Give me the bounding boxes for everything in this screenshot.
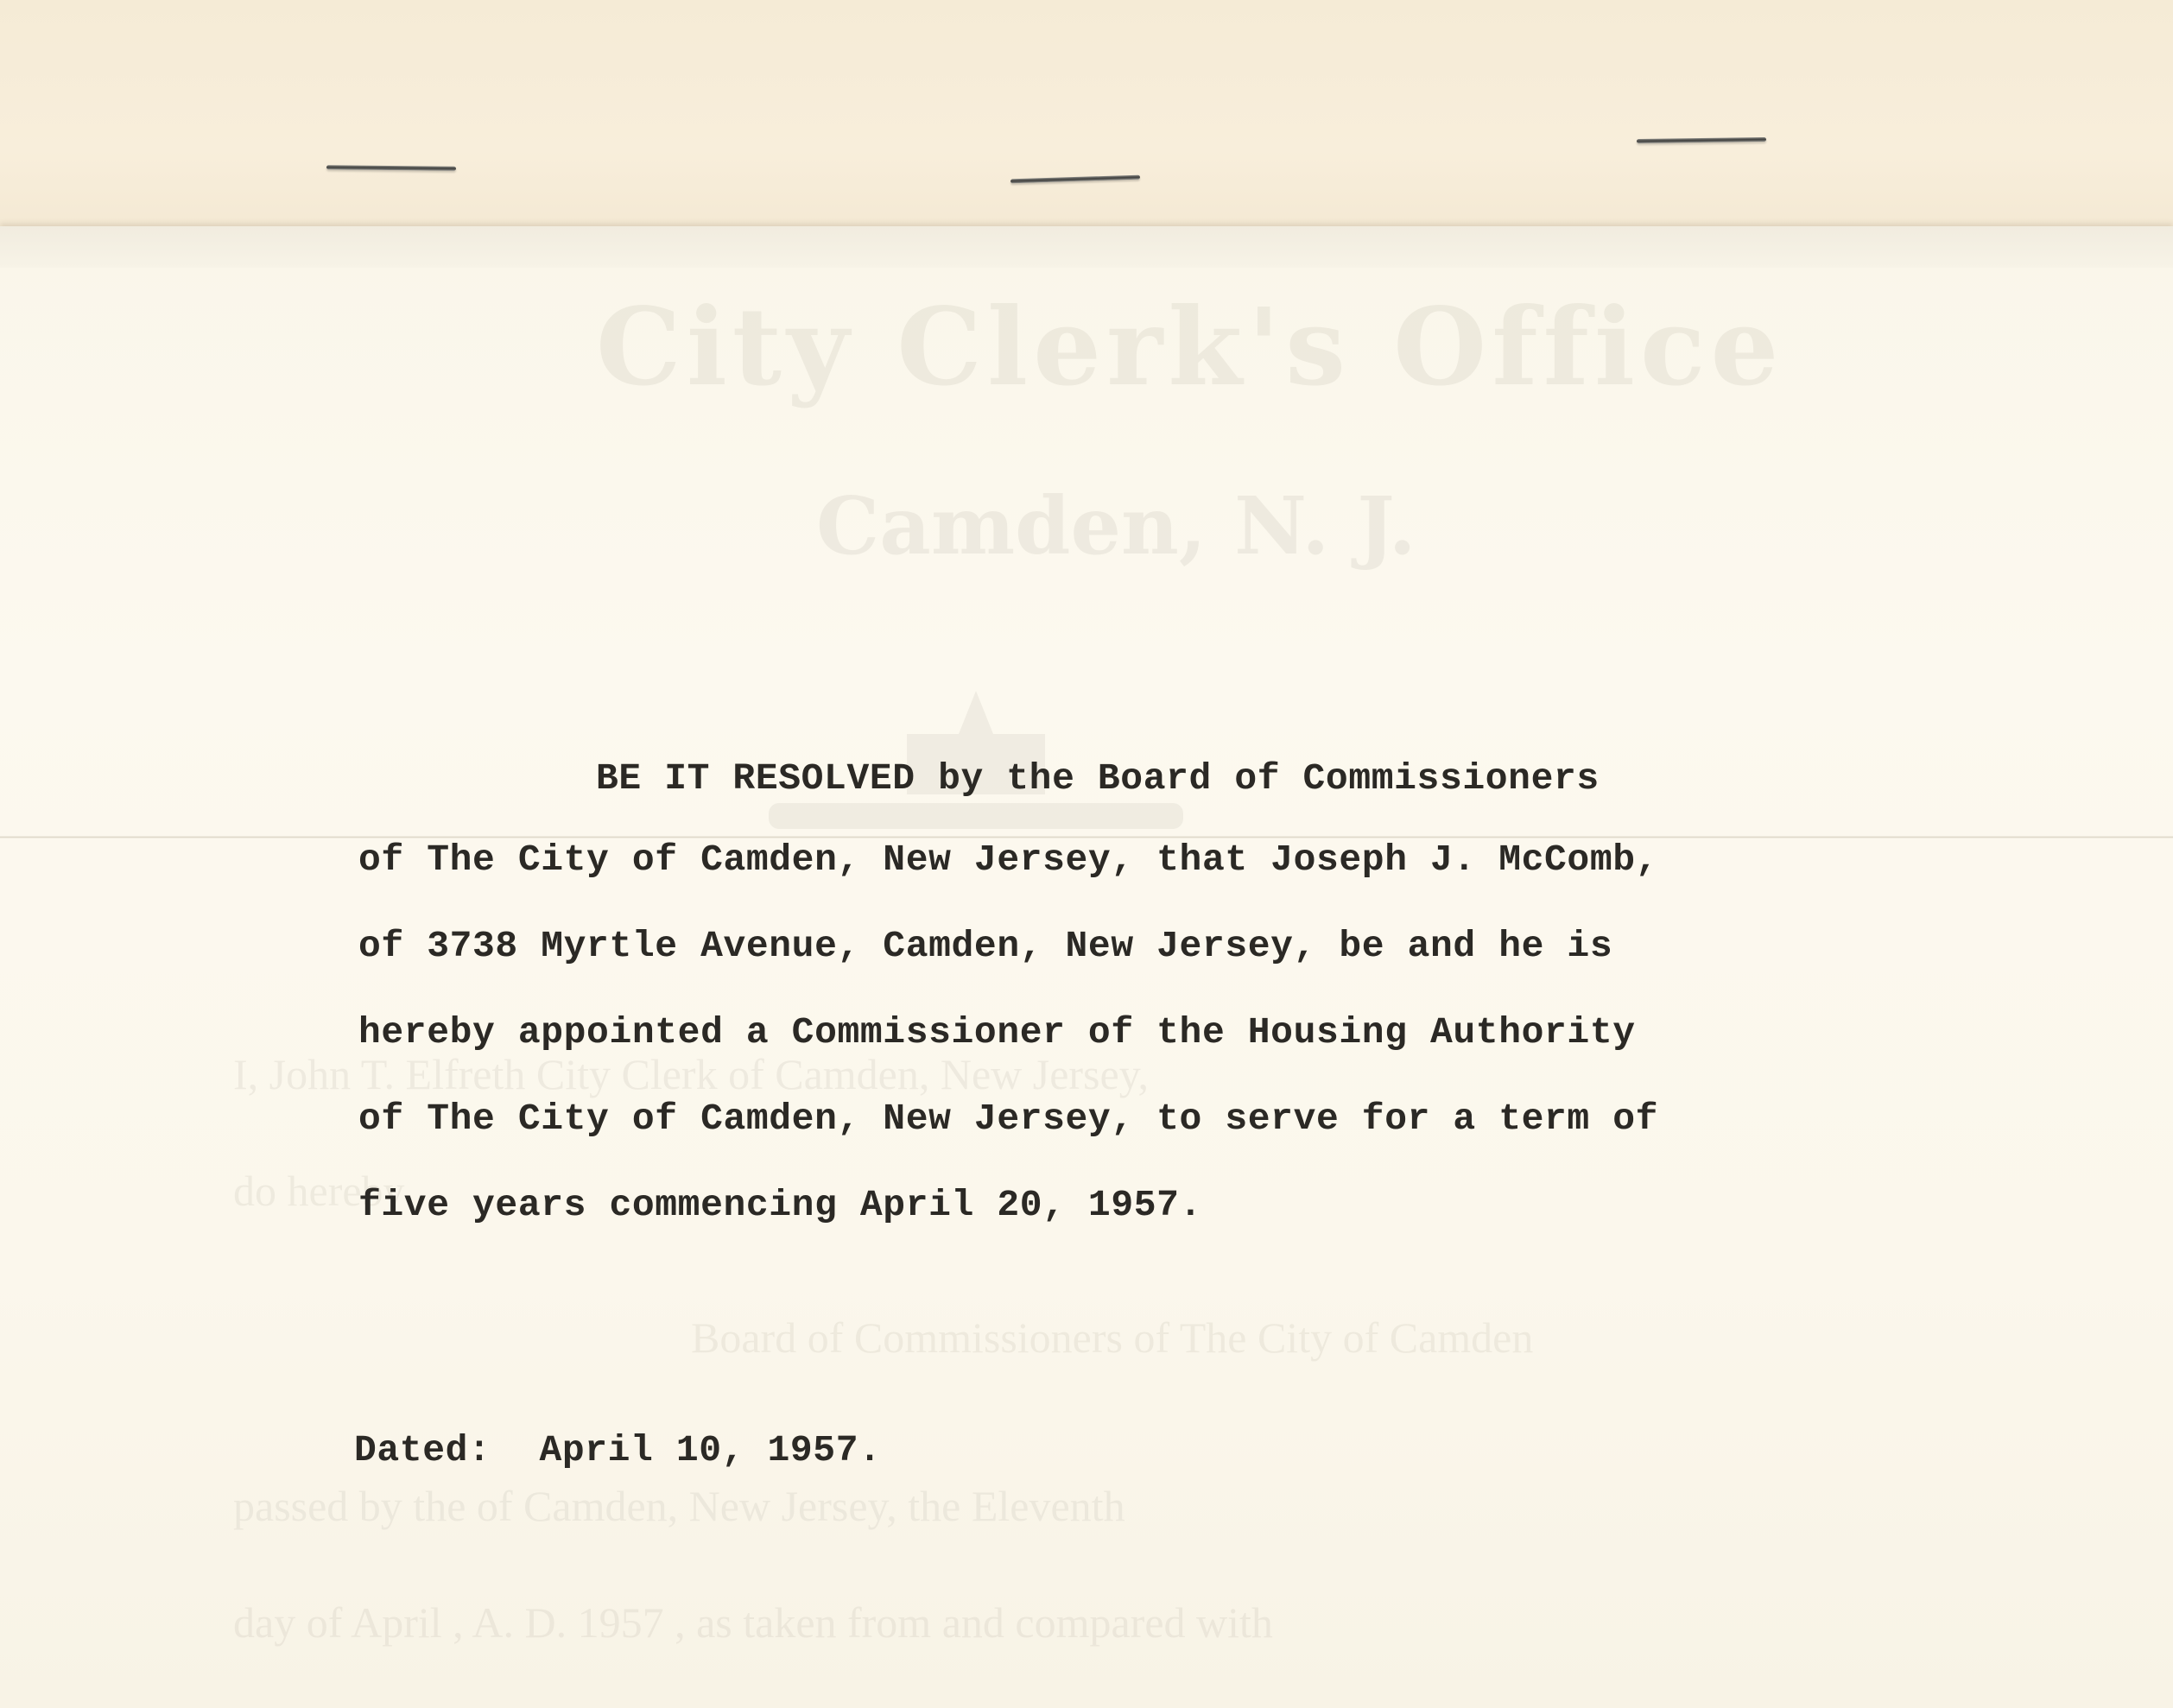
bleed-through-letterhead-city: Camden, N. J. <box>816 479 1416 572</box>
dated-label: Dated: <box>354 1429 491 1471</box>
underlying-sheet-edge <box>0 0 2173 250</box>
resolution-line-3: of 3738 Myrtle Avenue, Camden, New Jersey, be and he is <box>358 925 1613 967</box>
dated-line <box>354 1408 882 1494</box>
resolution-line-4: hereby appointed a Commissioner of the Housing Authority <box>358 1011 1636 1053</box>
bleed-through-letterhead-title: City Clerk's Office <box>596 285 1784 410</box>
sheet-top-edge <box>0 226 2173 268</box>
bleed-through-line-1: I, John T. Elfreth City Clerk of Camden, New Jersey, <box>233 1050 1149 1098</box>
bleed-through-line-4: passed by the of Camden, New Jersey, the Eleventh <box>233 1482 1125 1530</box>
bleed-through-line-5: day of April , A. D. 1957 , as taken from and compared with <box>233 1598 1273 1647</box>
resolution-line-5: of The City of Camden, New Jersey, to serve for a term of <box>358 1098 1659 1140</box>
resolution-line-1: BE IT RESOLVED by the Board of Commissioners <box>596 757 1600 800</box>
resolution-line-6: five years commencing April 20, 1957. <box>358 1184 1202 1226</box>
resolution-line-2: of The City of Camden, New Jersey, that Joseph J. McComb, <box>358 838 1659 881</box>
dated-value: April 10, 1957. <box>539 1429 882 1471</box>
bleed-through-line-2: do hereby <box>233 1167 405 1215</box>
bleed-through-line-3: Board of Commissioners of The City of Camden <box>691 1313 1534 1362</box>
